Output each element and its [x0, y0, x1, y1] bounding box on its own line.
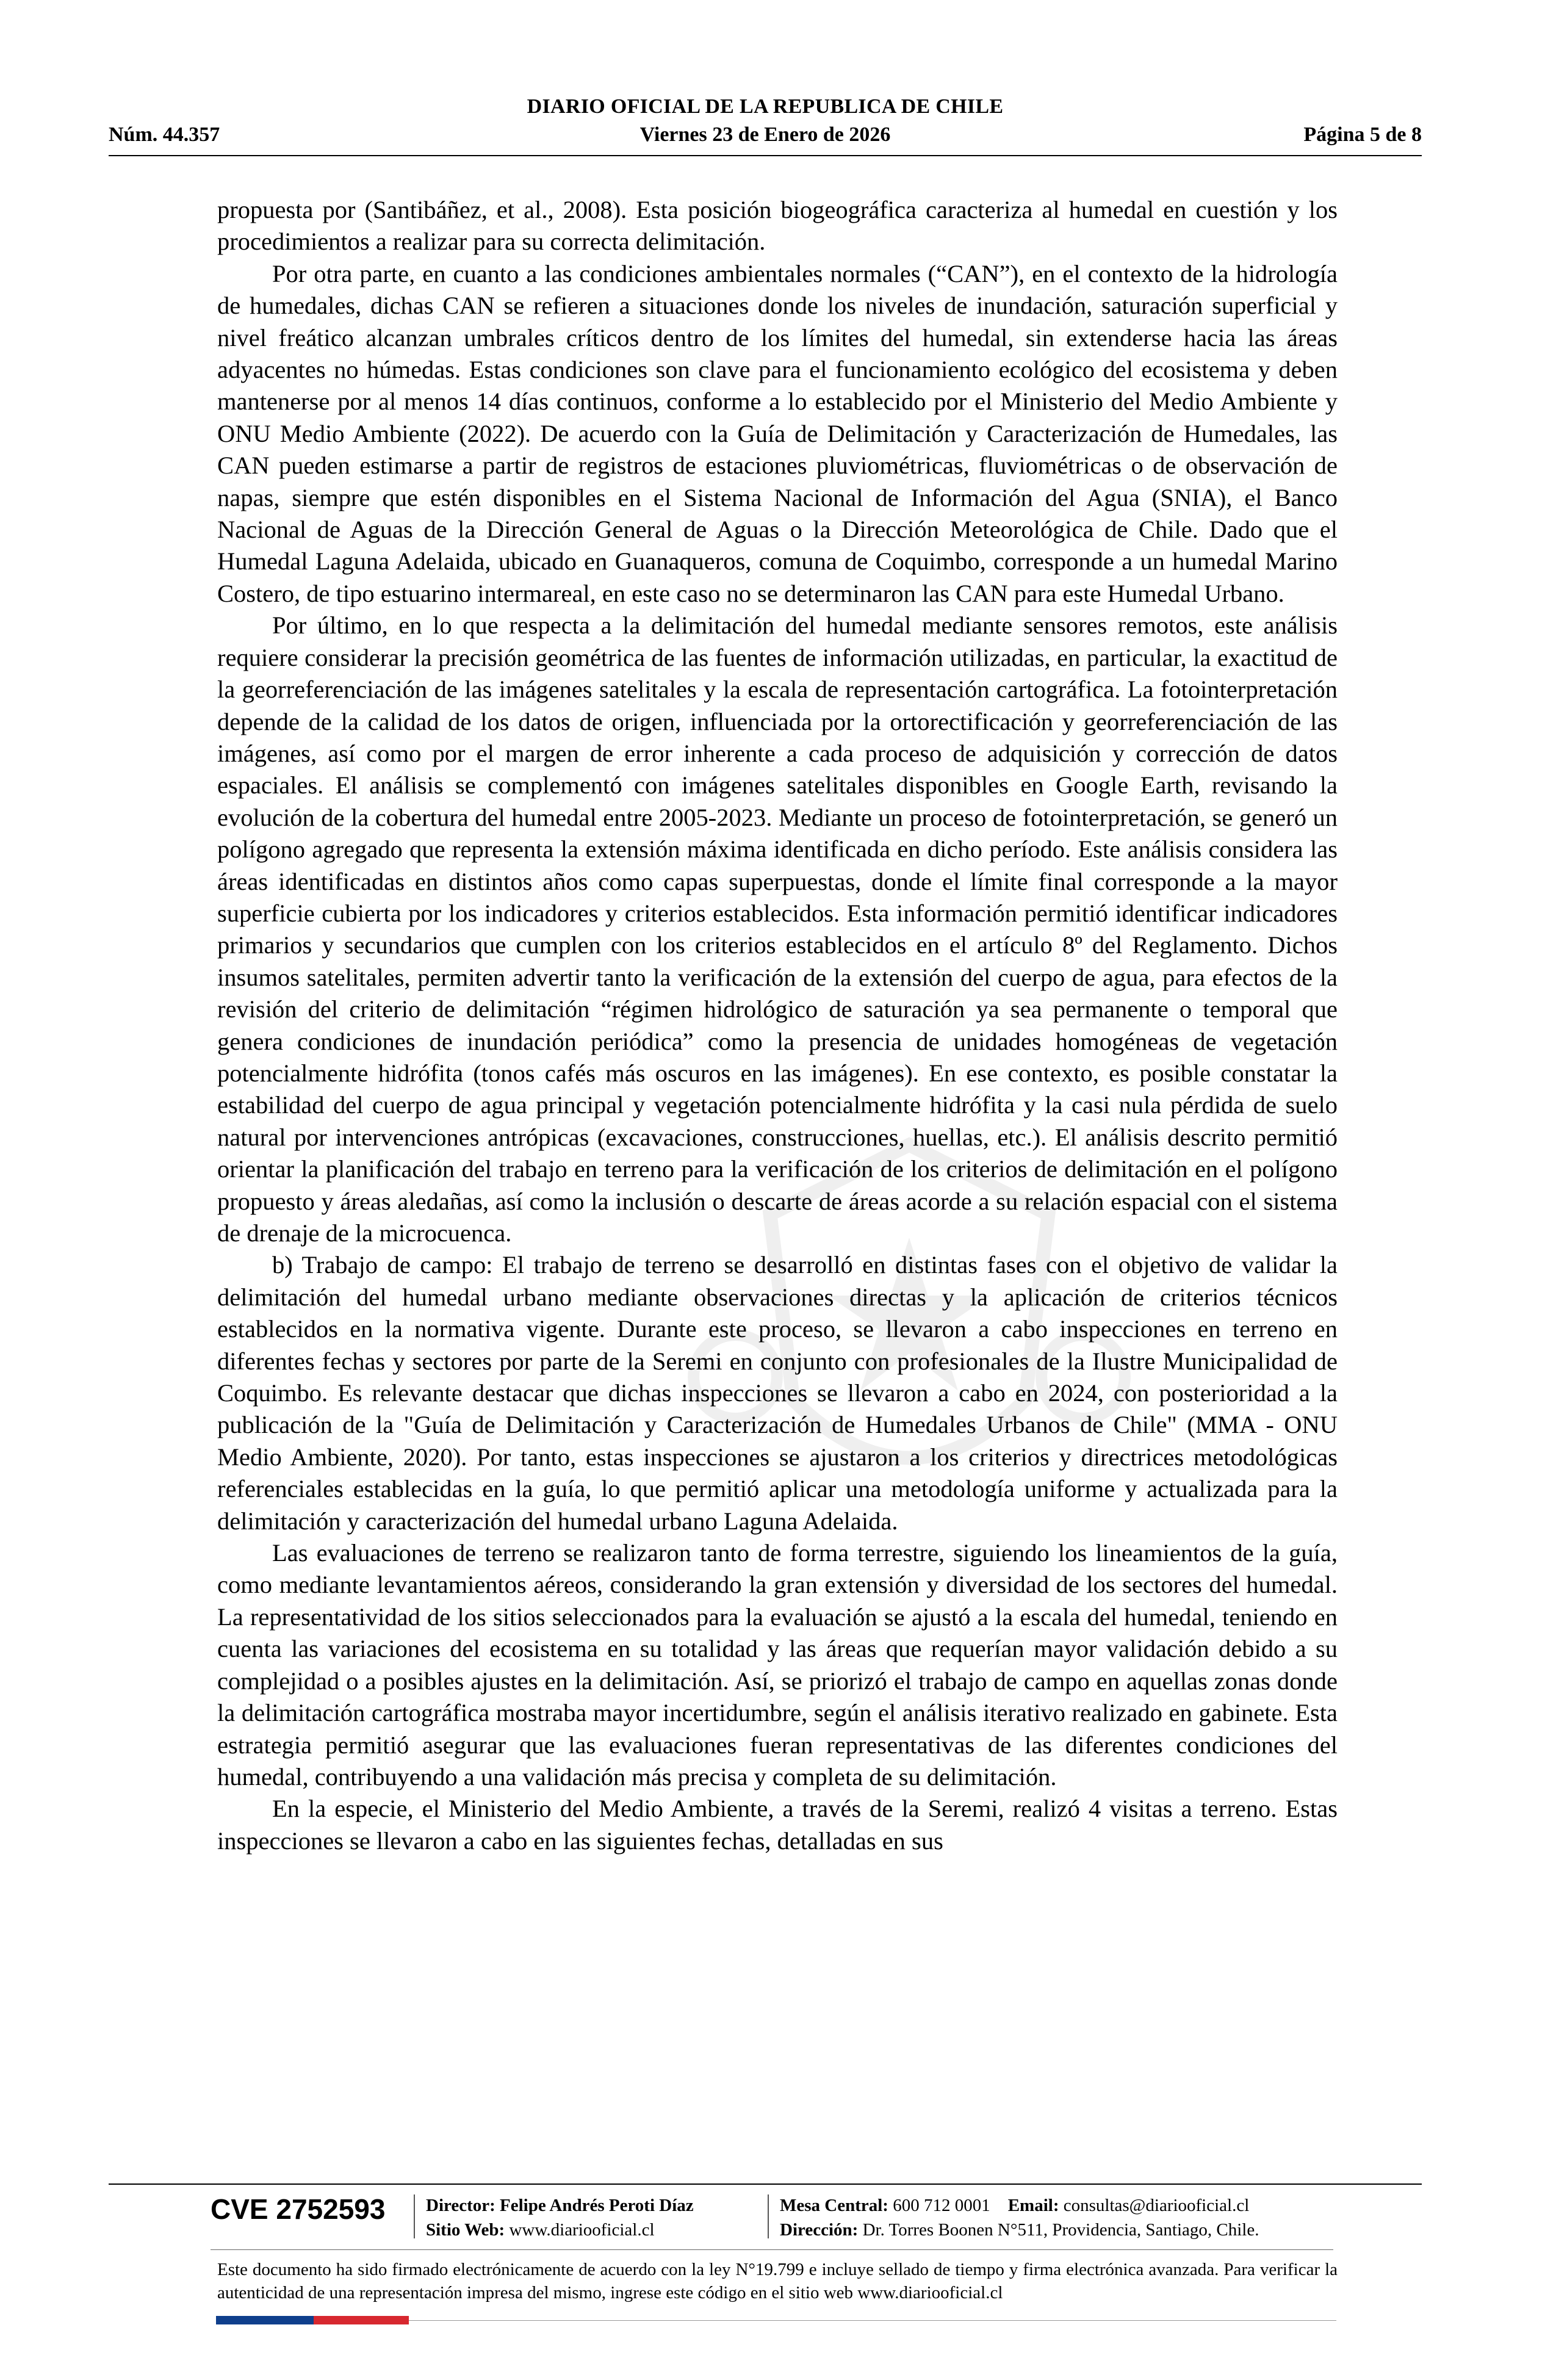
- email-link[interactable]: consultas@diariooficial.cl: [1063, 2196, 1250, 2215]
- site-link[interactable]: www.diariooficial.cl: [509, 2220, 655, 2240]
- header-divider: [109, 155, 1422, 156]
- legal-notice: Este documento ha sido firmado electrónicamente de acuerdo con la ley N°19.799 e incluye sellado de tiempo y firma electrónica avanzada. Para verificar la autenticidad de una representación impresa del mismo, ingrese este código en el sitio web www.diariooficial.cl: [217, 2260, 1338, 2302]
- site-label: Sitio Web:: [426, 2220, 505, 2240]
- paragraph: Por último, en lo que respecta a la delimitación del humedal mediante sensores remotos, este análisis requiere considerar la precisión geométrica de las fuentes de información utilizadas, en particular, la exactitud de la georreferenciación de las imágenes satelitales y la escala de representación cartográfica. La fotointerpretación depende de la calidad de los datos de origen, influenciada por la ortorectificación y georreferenciación de las imágenes, así como por el margen de error inherente a cada proceso de adquisición y corrección de datos espaciales. El análisis se complementó con imágenes satelitales disponibles en Google Earth, revisando la evolución de la cobertura del humedal entre 2005-2023. Mediante un proceso de fotointerpretación, se generó un polígono agregado que representa la extensión máxima identificada en dicho período. Este análisis considera las áreas identificadas en distintos años como capas superpuestas, donde el límite final corresponde a la mayor superficie cubierta por los indicadores y criterios establecidos. Esta información permitió identificar indicadores primarios y secundarios que cumplen con los criterios establecidos en el artículo 8º del Reglamento. Dichos insumos satelitales, permiten advertir tanto la verificación de la extensión del cuerpo de agua, para efectos de la revisión del criterio de delimitación “régimen hidrológico de saturación ya sea permanente o temporal que genera condiciones de inundación periódica” como la presencia de unidades homogéneas de vegetación potencialmente hidrófita (tonos cafés más oscuros en las imágenes). En ese contexto, es posible constatar la estabilidad del cuerpo de agua principal y vegetación potencialmente hidrófita y la casi nula pérdida de suelo natural por intervenciones antrópicas (excavaciones, construcciones, huellas, etc.). El análisis descrito permitió orientar la planificación del trabajo en terreno para la verificación de los criterios de delimitación en el polígono propuesto y áreas aledañas, así como la inclusión o descarte de áreas acorde a su relación espacial con el sistema de drenaje de la microcuenca.: [217, 611, 1338, 1247]
- mesa-label: Mesa Central:: [780, 2196, 888, 2215]
- paragraph: Por otra parte, en cuanto a las condiciones ambientales normales (“CAN”), en el contexto de la hidrología de humedales, dichas CAN se refieren a situaciones donde los niveles de inundación, saturación superficial y nivel freático alcanzan umbrales críticos dentro de los límites del humedal, sin extenderse hacia las áreas adyacentes no húmedas. Estas condiciones son clave para el funcionamiento ecológico del ecosistema y deben mantenerse por al menos 14 días continuos, conforme a lo establecido por el Ministerio del Medio Ambiente y ONU Medio Ambiente (2022). De acuerdo con la Guía de Delimitación y Caracterización de Humedales, las CAN pueden estimarse a partir de registros de estaciones pluviométricas, fluviométricas o de observación de napas, siempre que estén disponibles en el Sistema Nacional de Información del Agua (SNIA), el Banco Nacional de Aguas de la Dirección General de Aguas o la Dirección Meteorológica de Chile. Dado que el Humedal Laguna Adelaida, ubicado en Guanaqueros, comuna de Coquimbo, corresponde a un humedal Marino Costero, de tipo estuarino intermareal, en este caso no se determinaron las CAN para este Humedal Urbano.: [217, 259, 1338, 607]
- flag-red-segment: [314, 2316, 409, 2324]
- director-label: Director:: [426, 2196, 495, 2215]
- mesa-phone: 600 712 0001: [893, 2196, 990, 2215]
- paragraph: Las evaluaciones de terreno se realizaron tanto de forma terrestre, siguiendo los lineamientos de la guía, como mediante levantamientos aéreos, considerando la gran extensión y diversidad de los sectores del humedal. La representatividad de los sitios seleccionados para la evaluación se ajustó a la escala del humedal, teniendo en cuenta las variaciones del ecosistema en su totalidad y las áreas que requerían mayor validación debido a su complejidad o a posibles ajustes en la delimitación. Así, se priorizó el trabajo de campo en aquellas zonas donde la delimitación cartográfica mostraba mayor incertidumbre, según el análisis iterativo realizado en gabinete. Esta estrategia permitió asegurar que las evaluaciones fueran representativas de las diferentes condiciones del humedal, contribuyendo a una validación más precisa y completa de su delimitación.: [217, 1539, 1338, 1790]
- footer-separator: [768, 2194, 769, 2238]
- article-body: [217, 194, 1338, 1857]
- issue-date: Viernes 23 de Enero de 2026: [639, 123, 891, 146]
- page-indicator: Página 5 de 8: [1303, 123, 1422, 146]
- address-value: Dr. Torres Boonen N°511, Providencia, Santiago, Chile.: [862, 2220, 1259, 2240]
- page-header: [109, 92, 1422, 153]
- bottom-divider: [409, 2320, 1336, 2321]
- paragraph: En la especie, el Ministerio del Medio Ambiente, a través de la Seremi, realizó 4 visitas a terreno. Estas inspecciones se llevaron a cabo en las siguientes fechas, detalladas en sus: [217, 1795, 1338, 1855]
- address-label: Dirección:: [780, 2220, 859, 2240]
- footer-divider-secondary: [211, 2249, 1333, 2250]
- newspaper-title: DIARIO OFICIAL DE LA REPUBLICA DE CHILE: [527, 95, 1004, 118]
- director-name: Felipe Andrés Peroti Díaz: [500, 2196, 694, 2215]
- footer-director-block: [426, 2193, 694, 2242]
- footer-divider: [109, 2183, 1422, 2185]
- email-label: Email:: [1007, 2196, 1059, 2215]
- issue-number: Núm. 44.357: [109, 123, 220, 146]
- footer-contact-block: [780, 2193, 1259, 2242]
- paragraph: propuesta por (Santibáñez, et al., 2008). Esta posición biogeográfica caracteriza al humedal en cuestión y los procedimientos a realizar para su correcta delimitación.: [217, 196, 1338, 256]
- flag-color-bar: [216, 2316, 409, 2324]
- cve-code: CVE 2752593: [211, 2193, 386, 2225]
- footer-separator: [414, 2194, 415, 2238]
- paragraph: b) Trabajo de campo: El trabajo de terreno se desarrolló en distintas fases con el objetivo de validar la delimitación del humedal urbano mediante observaciones directas y la aplicación de criterios técnicos establecidos en la normativa vigente. Durante este proceso, se llevaron a cabo inspecciones en terreno en diferentes fechas y sectores por parte de la Seremi en conjunto con profesionales de la Ilustre Municipalidad de Coquimbo. Es relevante destacar que dichas inspecciones se llevaron a cabo en 2024, con posterioridad a la publicación de la "Guía de Delimitación y Caracterización de Humedales Urbanos de Chile" (MMA - ONU Medio Ambiente, 2020). Por tanto, estas inspecciones se ajustaron a los criterios y directrices metodológicas referenciales establecidas en la guía, lo que permitió aplicar una metodología uniforme y actualizada para la delimitación y caracterización del humedal urbano Laguna Adelaida.: [217, 1251, 1338, 1535]
- flag-blue-segment: [216, 2316, 314, 2324]
